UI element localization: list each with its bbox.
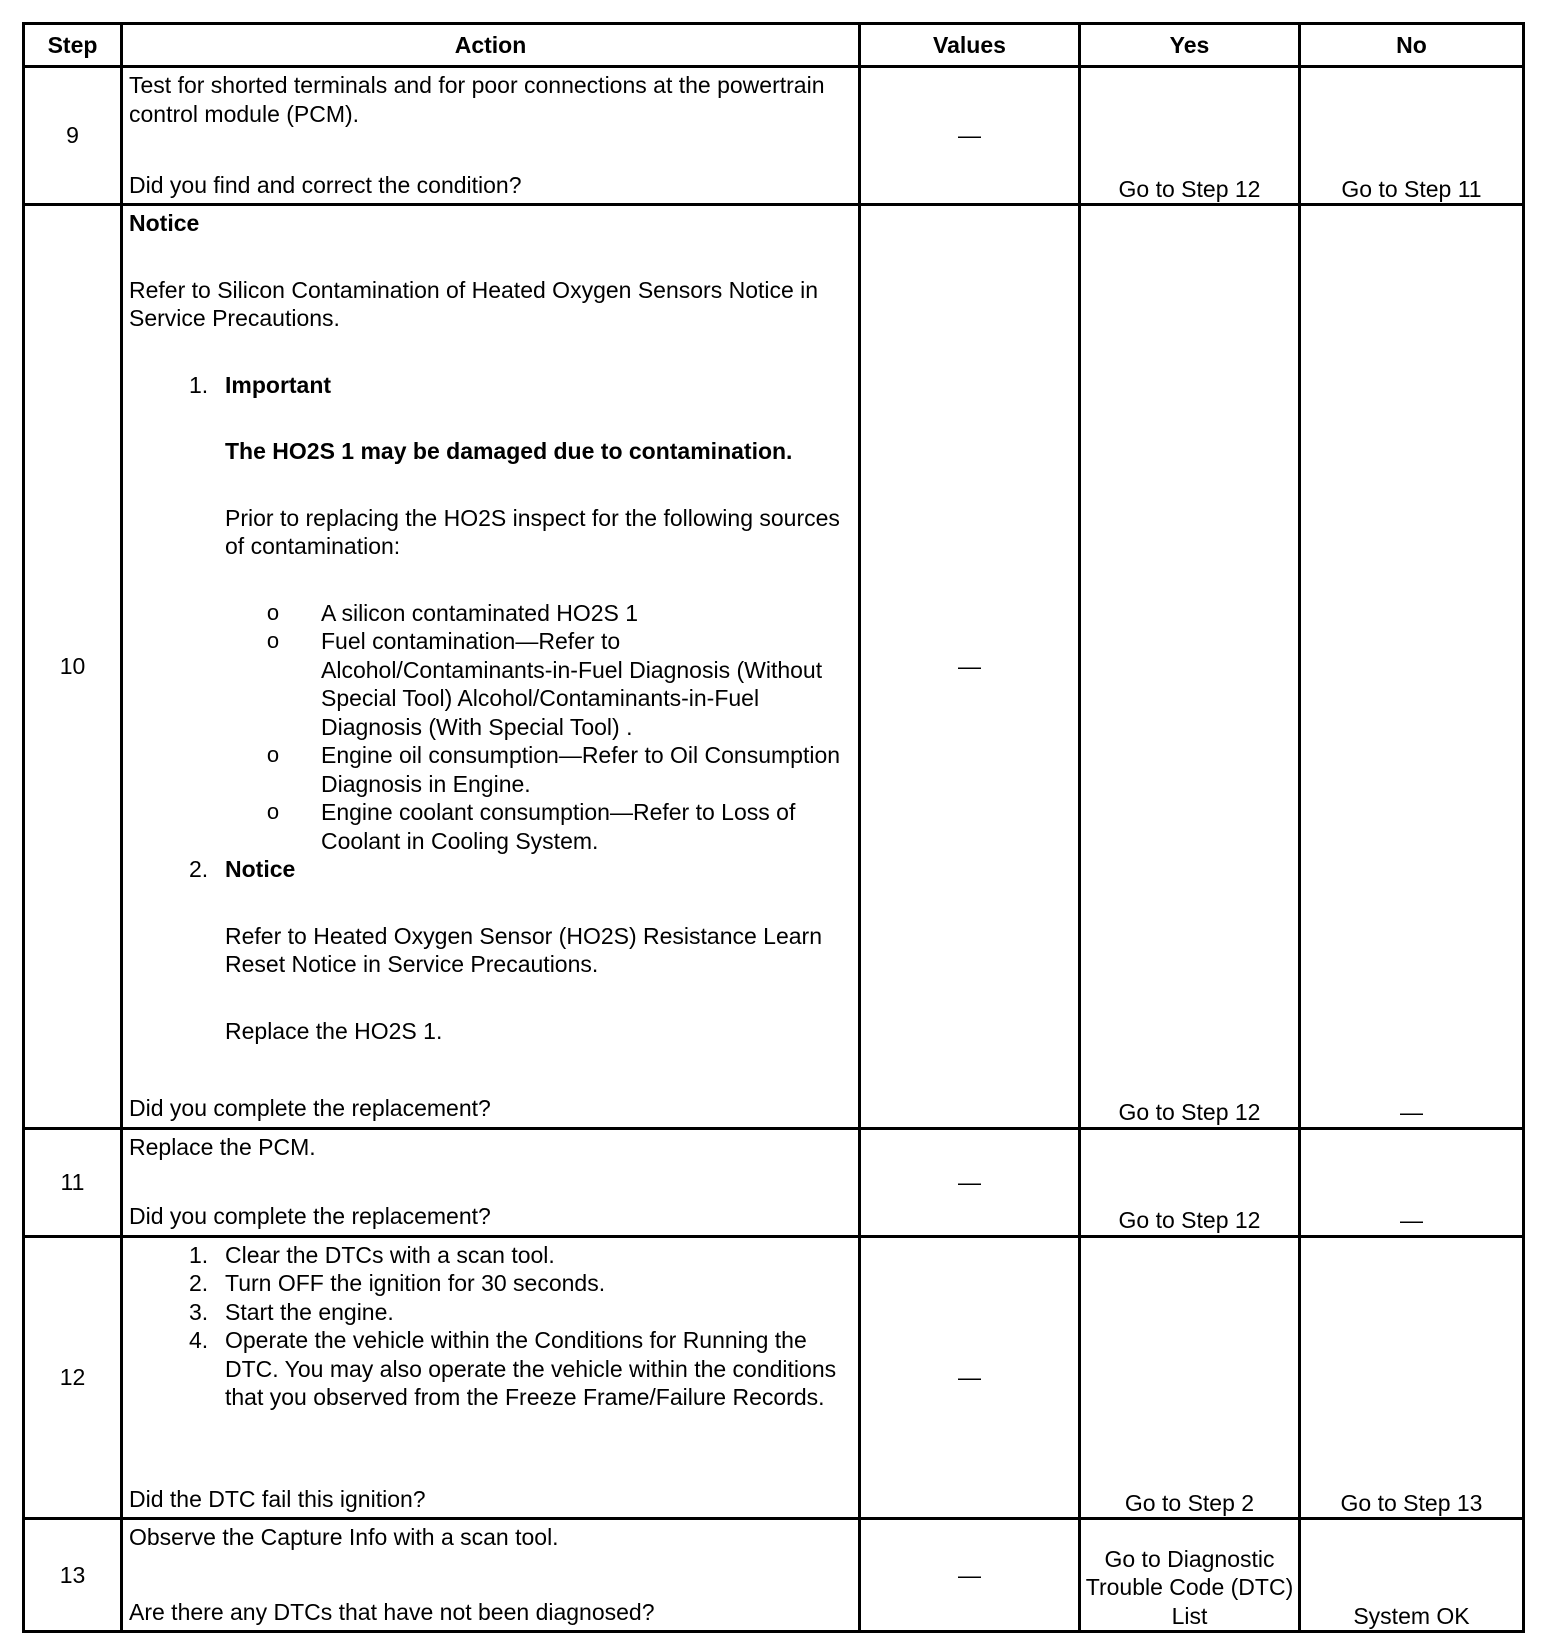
header-no: No <box>1300 24 1524 67</box>
action-question: Did the DTC fail this ignition? <box>129 1485 426 1512</box>
notice-title: Notice <box>129 210 200 237</box>
list-item <box>129 1241 852 1270</box>
item-number: 1. <box>189 371 209 398</box>
list-item <box>129 1326 852 1412</box>
important-warning: The HO2S 1 may be damaged due to contamination. <box>225 438 793 465</box>
list-item <box>225 741 852 798</box>
item-number: 1. <box>189 1241 209 1268</box>
action-cell <box>122 67 860 205</box>
list-item <box>129 855 852 1045</box>
yes-link[interactable]: Go to Diagnostic Trouble Code (DTC) List <box>1080 1519 1300 1632</box>
bullet-icon: o <box>266 742 280 768</box>
action-text: Observe the Capture Info with a scan tool. <box>129 1524 559 1550</box>
table-row <box>24 205 1524 1129</box>
action-text: Replace the PCM. <box>129 1133 316 1160</box>
list-item <box>129 1269 852 1298</box>
notice-title: Notice <box>225 856 296 883</box>
values-cell: — <box>860 1236 1080 1518</box>
item-number: 4. <box>189 1327 209 1354</box>
action-question: Did you find and correct the condition? <box>129 171 522 198</box>
list-item <box>129 371 852 599</box>
values-cell: — <box>860 1128 1080 1236</box>
diagnostic-table <box>22 22 1525 1633</box>
list-item <box>225 599 852 628</box>
procedure-list <box>129 1241 852 1412</box>
header-action: Action <box>122 24 860 67</box>
action-question: Did you complete the replacement? <box>129 1203 491 1230</box>
yes-link[interactable]: Go to Step 12 <box>1080 67 1300 205</box>
step-number: 10 <box>24 205 122 1129</box>
step-number: 13 <box>24 1519 122 1632</box>
action-cell <box>122 205 860 1129</box>
item-number: 2. <box>189 856 209 883</box>
action-cell <box>122 1519 860 1632</box>
action-cell <box>122 1236 860 1518</box>
notice-text: Refer to Silicon Contamination of Heated Oxygen Sensors Notice in Service Precautions. <box>129 276 819 332</box>
header-step: Step <box>24 24 122 67</box>
yes-link[interactable]: Go to Step 12 <box>1080 1128 1300 1236</box>
item-text: Clear the DTCs with a scan tool. <box>225 1241 555 1268</box>
contamination-sources <box>129 599 852 856</box>
item-number: 2. <box>189 1270 209 1297</box>
bullet-text: Fuel contamination—Refer to Alcohol/Contaminants-in-Fuel Diagnosis (Without Special Tool) Alcohol/Contaminants-in-Fuel Diagnosis (With Special Tool) . <box>321 628 823 740</box>
no-link[interactable]: Go to Step 13 <box>1300 1236 1524 1518</box>
item-number: 3. <box>189 1298 209 1325</box>
step-number: 12 <box>24 1236 122 1518</box>
procedure-list <box>129 371 852 599</box>
bullet-icon: o <box>266 799 280 825</box>
values-cell: — <box>860 67 1080 205</box>
no-link: System OK <box>1300 1519 1524 1632</box>
header-values: Values <box>860 24 1080 67</box>
list-item <box>129 1298 852 1327</box>
table-row <box>24 1519 1524 1632</box>
action-question: Are there any DTCs that have not been diagnosed? <box>129 1598 655 1625</box>
procedure-list <box>129 855 852 1045</box>
important-title: Important <box>225 371 332 398</box>
item-text: Turn OFF the ignition for 30 seconds. <box>225 1270 606 1297</box>
header-yes: Yes <box>1080 24 1300 67</box>
important-text: Prior to replacing the HO2S inspect for the following sources of contamination: <box>225 504 840 560</box>
bullet-text: A silicon contaminated HO2S 1 <box>321 599 639 626</box>
table-header-row <box>24 24 1524 67</box>
yes-link[interactable]: Go to Step 12 <box>1080 205 1300 1129</box>
step-number: 11 <box>24 1128 122 1236</box>
item-text: Start the engine. <box>225 1298 394 1325</box>
no-link: — <box>1300 205 1524 1129</box>
bullet-icon: o <box>266 599 280 625</box>
values-cell: — <box>860 1519 1080 1632</box>
values-cell: — <box>860 205 1080 1129</box>
yes-link[interactable]: Go to Step 2 <box>1080 1236 1300 1518</box>
action-cell <box>122 1128 860 1236</box>
table-row <box>24 1236 1524 1518</box>
item-text: Operate the vehicle within the Conditions for Running the DTC. You may also operate the vehicle within the conditions that you observed from the Freeze Frame/Failure Records. <box>225 1327 837 1411</box>
bullet-text: Engine oil consumption—Refer to Oil Consumption Diagnosis in Engine. <box>321 742 841 797</box>
bullet-text: Engine coolant consumption—Refer to Loss of Coolant in Cooling System. <box>321 799 796 854</box>
replace-instruction: Replace the HO2S 1. <box>225 1017 443 1044</box>
table-row <box>24 1128 1524 1236</box>
no-link: — <box>1300 1128 1524 1236</box>
list-item <box>225 627 852 741</box>
action-question: Did you complete the replacement? <box>129 1095 491 1122</box>
notice-text: Refer to Heated Oxygen Sensor (HO2S) Resistance Learn Reset Notice in Service Precautions. <box>225 922 823 978</box>
list-item <box>225 798 852 855</box>
step-number: 9 <box>24 67 122 205</box>
bullet-icon: o <box>266 628 280 654</box>
no-link[interactable]: Go to Step 11 <box>1300 67 1524 205</box>
table-row <box>24 67 1524 205</box>
action-text: Test for shorted terminals and for poor connections at the powertrain control module (PCM). <box>129 72 825 127</box>
